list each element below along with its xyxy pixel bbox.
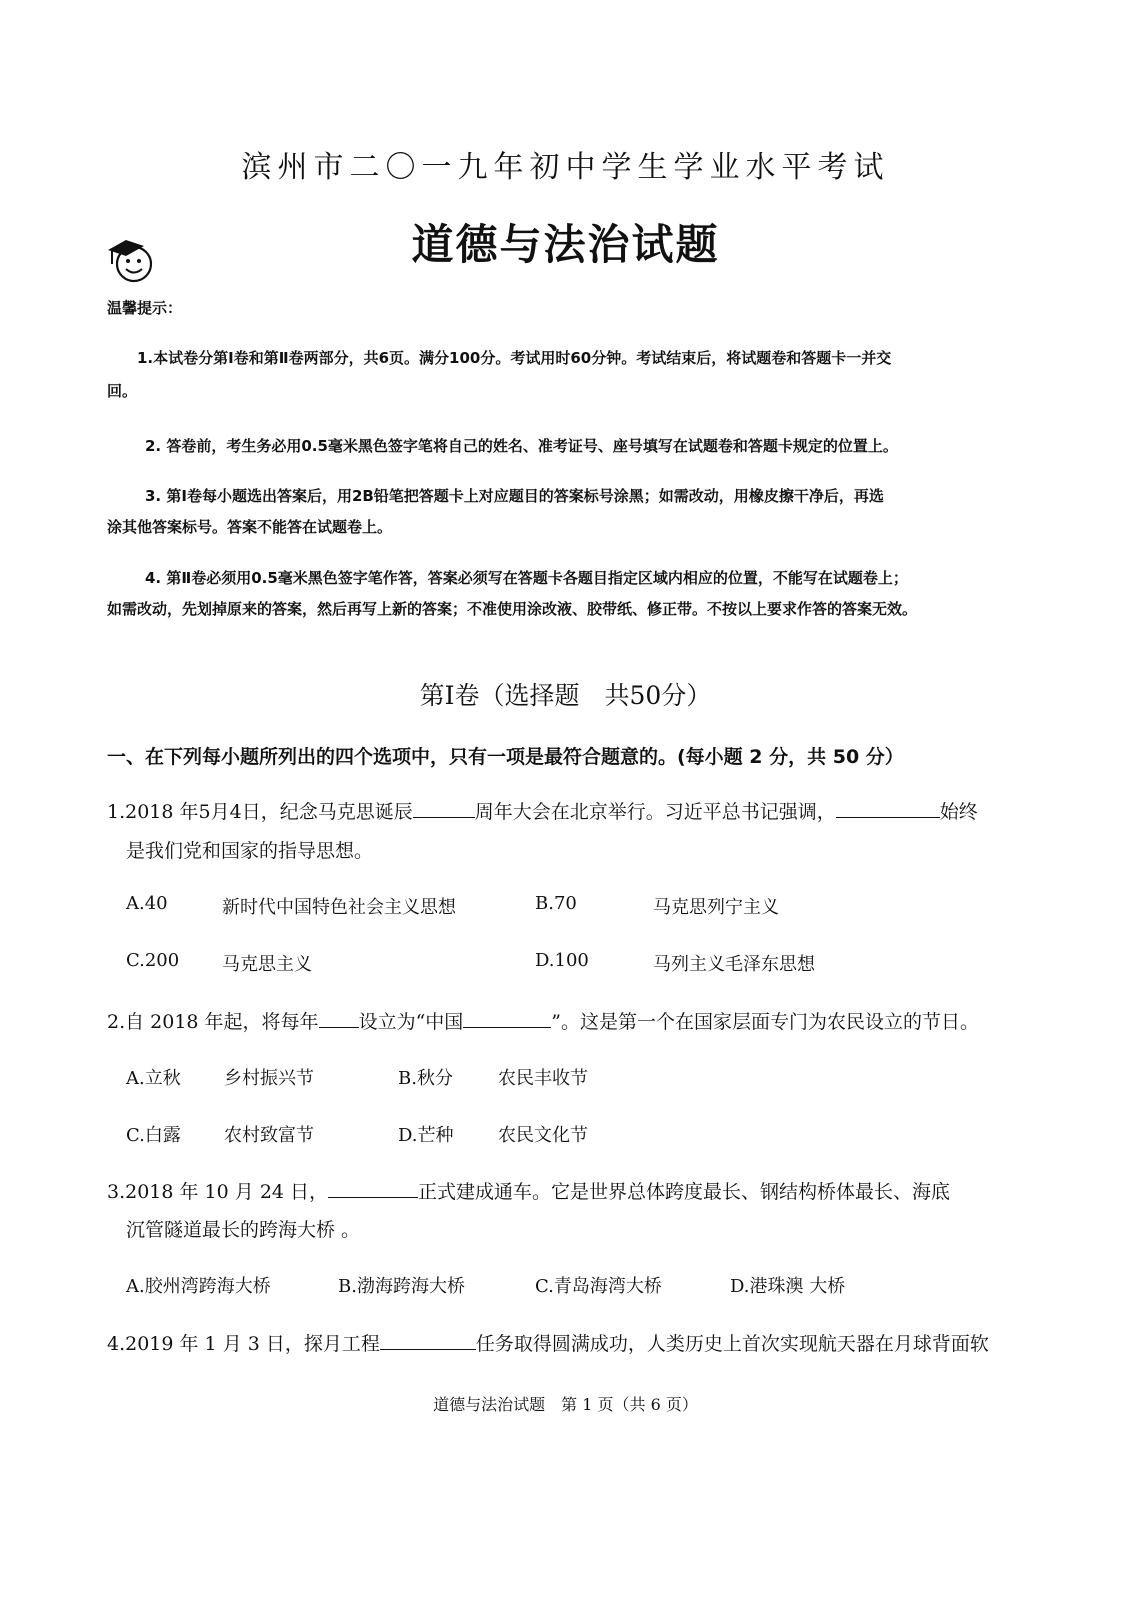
question-text: 设立为“中国: [358, 1011, 464, 1033]
q1-option-c-text: 马克思主义: [222, 954, 312, 975]
q2-option-c-text: 农村致富节: [224, 1125, 314, 1146]
q1-option-b-key: B.70: [535, 893, 577, 914]
question-text: 3.2018 年 10 月 24 日，: [107, 1181, 329, 1203]
notice-item-1-line-2: 回。: [107, 382, 138, 400]
q2-option-d-text: 农民文化节: [498, 1125, 588, 1146]
question-3-line-2: 沉管隧道最长的跨海大桥 。: [126, 1219, 361, 1241]
answer-blank: [463, 1009, 551, 1028]
subject-title: 道德与法治试题: [411, 220, 720, 269]
question-1-line-1: [107, 797, 978, 824]
q2-option-b-key: B.秋分: [398, 1068, 453, 1089]
answer-blank: [319, 1009, 359, 1028]
q1-option-b-text: 马克思列宁主义: [653, 897, 779, 918]
question-text: 正式建成通车。它是世界总体跨度最长、钢结构桥体最长、海底: [418, 1181, 951, 1203]
q3-option-b: B.渤海跨海大桥: [338, 1276, 465, 1297]
q1-option-c-key: C.200: [126, 950, 180, 971]
question-text: 2.自 2018 年起，将每年: [107, 1011, 319, 1033]
notice-item-1-line-1: 1.本试卷分第Ⅰ卷和第Ⅱ卷两部分，共6页。满分100分。考试用时60分钟。考试结束后，将试题卷和答题卡一并交: [137, 349, 892, 367]
q1-option-d-key: D.100: [535, 950, 589, 971]
question-text: 周年大会在北京举行。习近平总书记强调，: [474, 801, 836, 823]
answer-blank: [328, 1179, 418, 1198]
q2-option-a-key: A.立秋: [126, 1068, 181, 1089]
question-text: 任务取得圆满成功，人类历史上首次实现航天器在月球背面软: [475, 1333, 989, 1355]
q2-option-d-key: D.芒种: [398, 1125, 454, 1146]
notice-label: 温馨提示：: [107, 299, 183, 317]
section-title: 第Ⅰ卷（选择题 共50分）: [419, 681, 712, 710]
smiley-graduate-icon: [104, 232, 158, 284]
answer-blank: [380, 1331, 476, 1350]
notice-item-3-line-2: 涂其他答案标号。答案不能答在试题卷上。: [107, 518, 393, 536]
notice-item-4-line-2: 如需改动，先划掉原来的答案，然后再写上新的答案；不准使用涂改液、胶带纸、修正带。不按以上要求作答的答案无效。: [107, 600, 918, 618]
q3-option-d: D.港珠澳 大桥: [730, 1276, 846, 1297]
question-1-line-2: 是我们党和国家的指导思想。: [126, 840, 374, 862]
exam-title: 滨州市二〇一九年初中学生学业水平考试: [241, 150, 890, 185]
question-text: 1.2018 年5月4日，纪念马克思诞辰: [107, 801, 413, 823]
q2-option-a-text: 乡村振兴节: [224, 1068, 314, 1089]
question-text: 始终: [939, 801, 978, 823]
question-text: ”。这是第一个在国家层面专门为农民设立的节日。: [551, 1011, 979, 1033]
part-heading: 一、在下列每小题所列出的四个选项中，只有一项是最符合题意的。(每小题 2 分，共 50 分）: [107, 746, 904, 768]
question-3-line-1: [107, 1177, 950, 1204]
question-4-line-1: [107, 1329, 989, 1356]
answer-blank: [413, 799, 475, 818]
notice-item-3-line-1: 3. 第Ⅰ卷每小题选出答案后，用2B铅笔把答题卡上对应题目的答案标号涂黑；如需改动，用橡皮擦干净后，再选: [145, 487, 884, 505]
notice-item-4-line-1: 4. 第Ⅱ卷必须用0.5毫米黑色签字笔作答，答案必须写在答题卡各题目指定区域内相应的位置，不能写在试题卷上；: [145, 569, 908, 587]
page-footer: 道德与法治试题 第 1 页（共 6 页）: [433, 1395, 698, 1414]
notice-item-2: 2. 答卷前，考生务必用0.5毫米黑色签字笔将自己的姓名、准考证号、座号填写在试题卷和答题卡规定的位置上。: [145, 437, 898, 455]
q2-option-c-key: C.白露: [126, 1125, 181, 1146]
question-2-line-1: [107, 1007, 979, 1034]
question-text: 4.2019 年 1 月 3 日，探月工程: [107, 1333, 380, 1355]
answer-blank: [836, 799, 940, 818]
q2-option-b-text: 农民丰收节: [498, 1068, 588, 1089]
q1-option-a-key: A.40: [126, 893, 168, 914]
q3-option-a: A.胶州湾跨海大桥: [126, 1276, 271, 1297]
q1-option-d-text: 马列主义毛泽东思想: [653, 954, 815, 975]
q1-option-a-text: 新时代中国特色社会主义思想: [222, 897, 456, 918]
q3-option-c: C.青岛海湾大桥: [535, 1276, 662, 1297]
